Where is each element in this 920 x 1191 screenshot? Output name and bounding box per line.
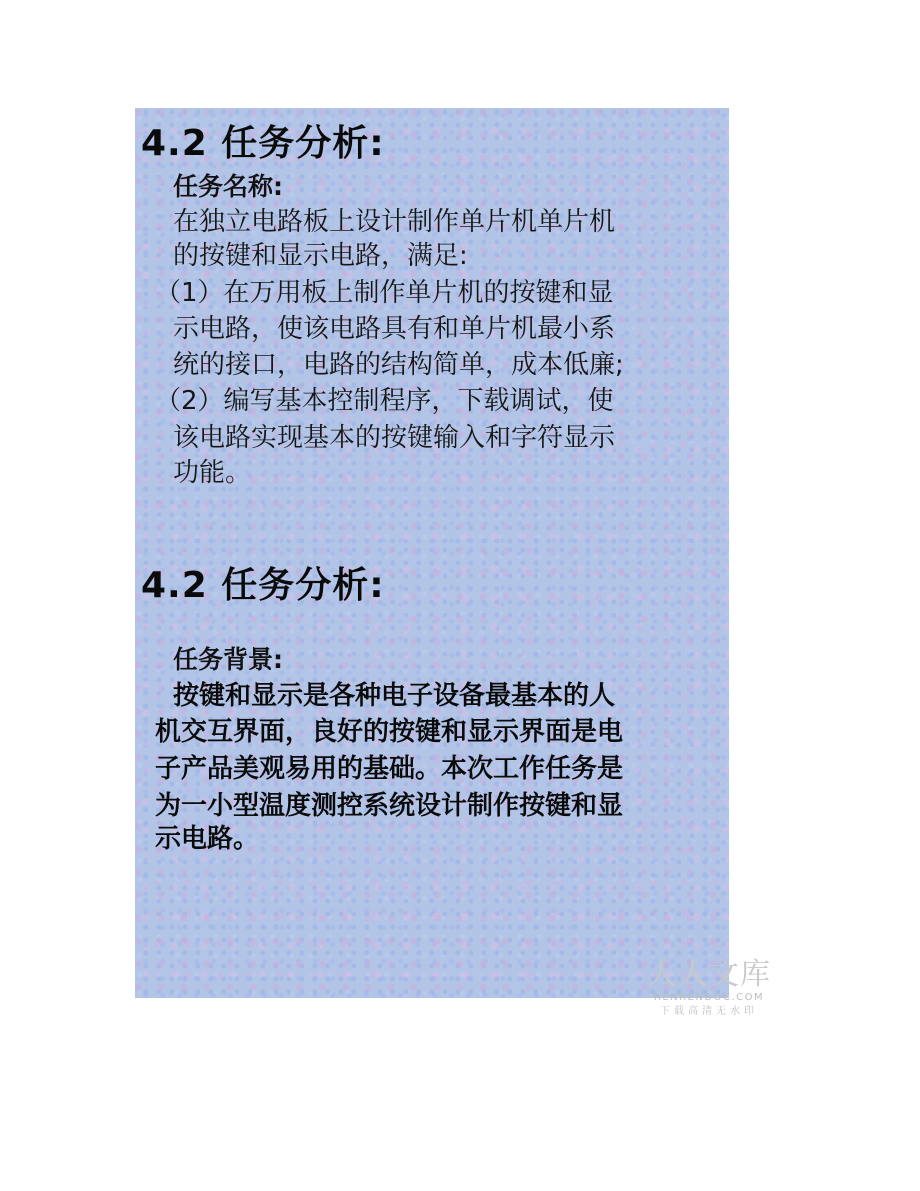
body-line: （1）在万用板上制作单片机的按键和显 [155,278,614,308]
slide-heading: 4.2 任务分析: [141,565,385,606]
body-line: 功能。 [173,458,252,488]
body-line: 在独立电路板上设计制作单片机单片机 [173,207,616,237]
body-line: 该电路实现基本的按键输入和字符显示 [173,423,616,453]
watermark-logo: 人人文库 [647,957,771,992]
watermark-site: RENRENDOC.COM [653,992,765,1003]
slide-heading: 4.2 任务分析: [141,123,385,164]
section-subheading: 任务名称: [173,172,283,201]
body-line: 子产品美观易用的基础。本次工作任务是 [155,754,624,784]
slide-task-background [135,546,729,998]
body-line: 示电路，使该电路具有和单片机最小系 [173,314,616,344]
slide-task-name [135,108,729,546]
watermark [644,958,774,1020]
body-line: 机交互界面，良好的按键和显示界面是电 [155,717,624,747]
body-line: 的按键和显示电路，满足: [173,241,468,271]
section-subheading: 任务背景: [173,645,283,674]
body-line: （2）编写基本控制程序，下载调试，使 [155,386,614,416]
body-line: 示电路。 [155,824,260,854]
watermark-tagline: 下载高清无水印 [660,1006,758,1017]
body-line: 按键和显示是各种电子设备最基本的人 [173,681,616,711]
body-line: 为一小型温度测控系统设计制作按键和显 [155,791,624,821]
body-line: 统的接口，电路的结构简单，成本低廉; [173,350,624,380]
